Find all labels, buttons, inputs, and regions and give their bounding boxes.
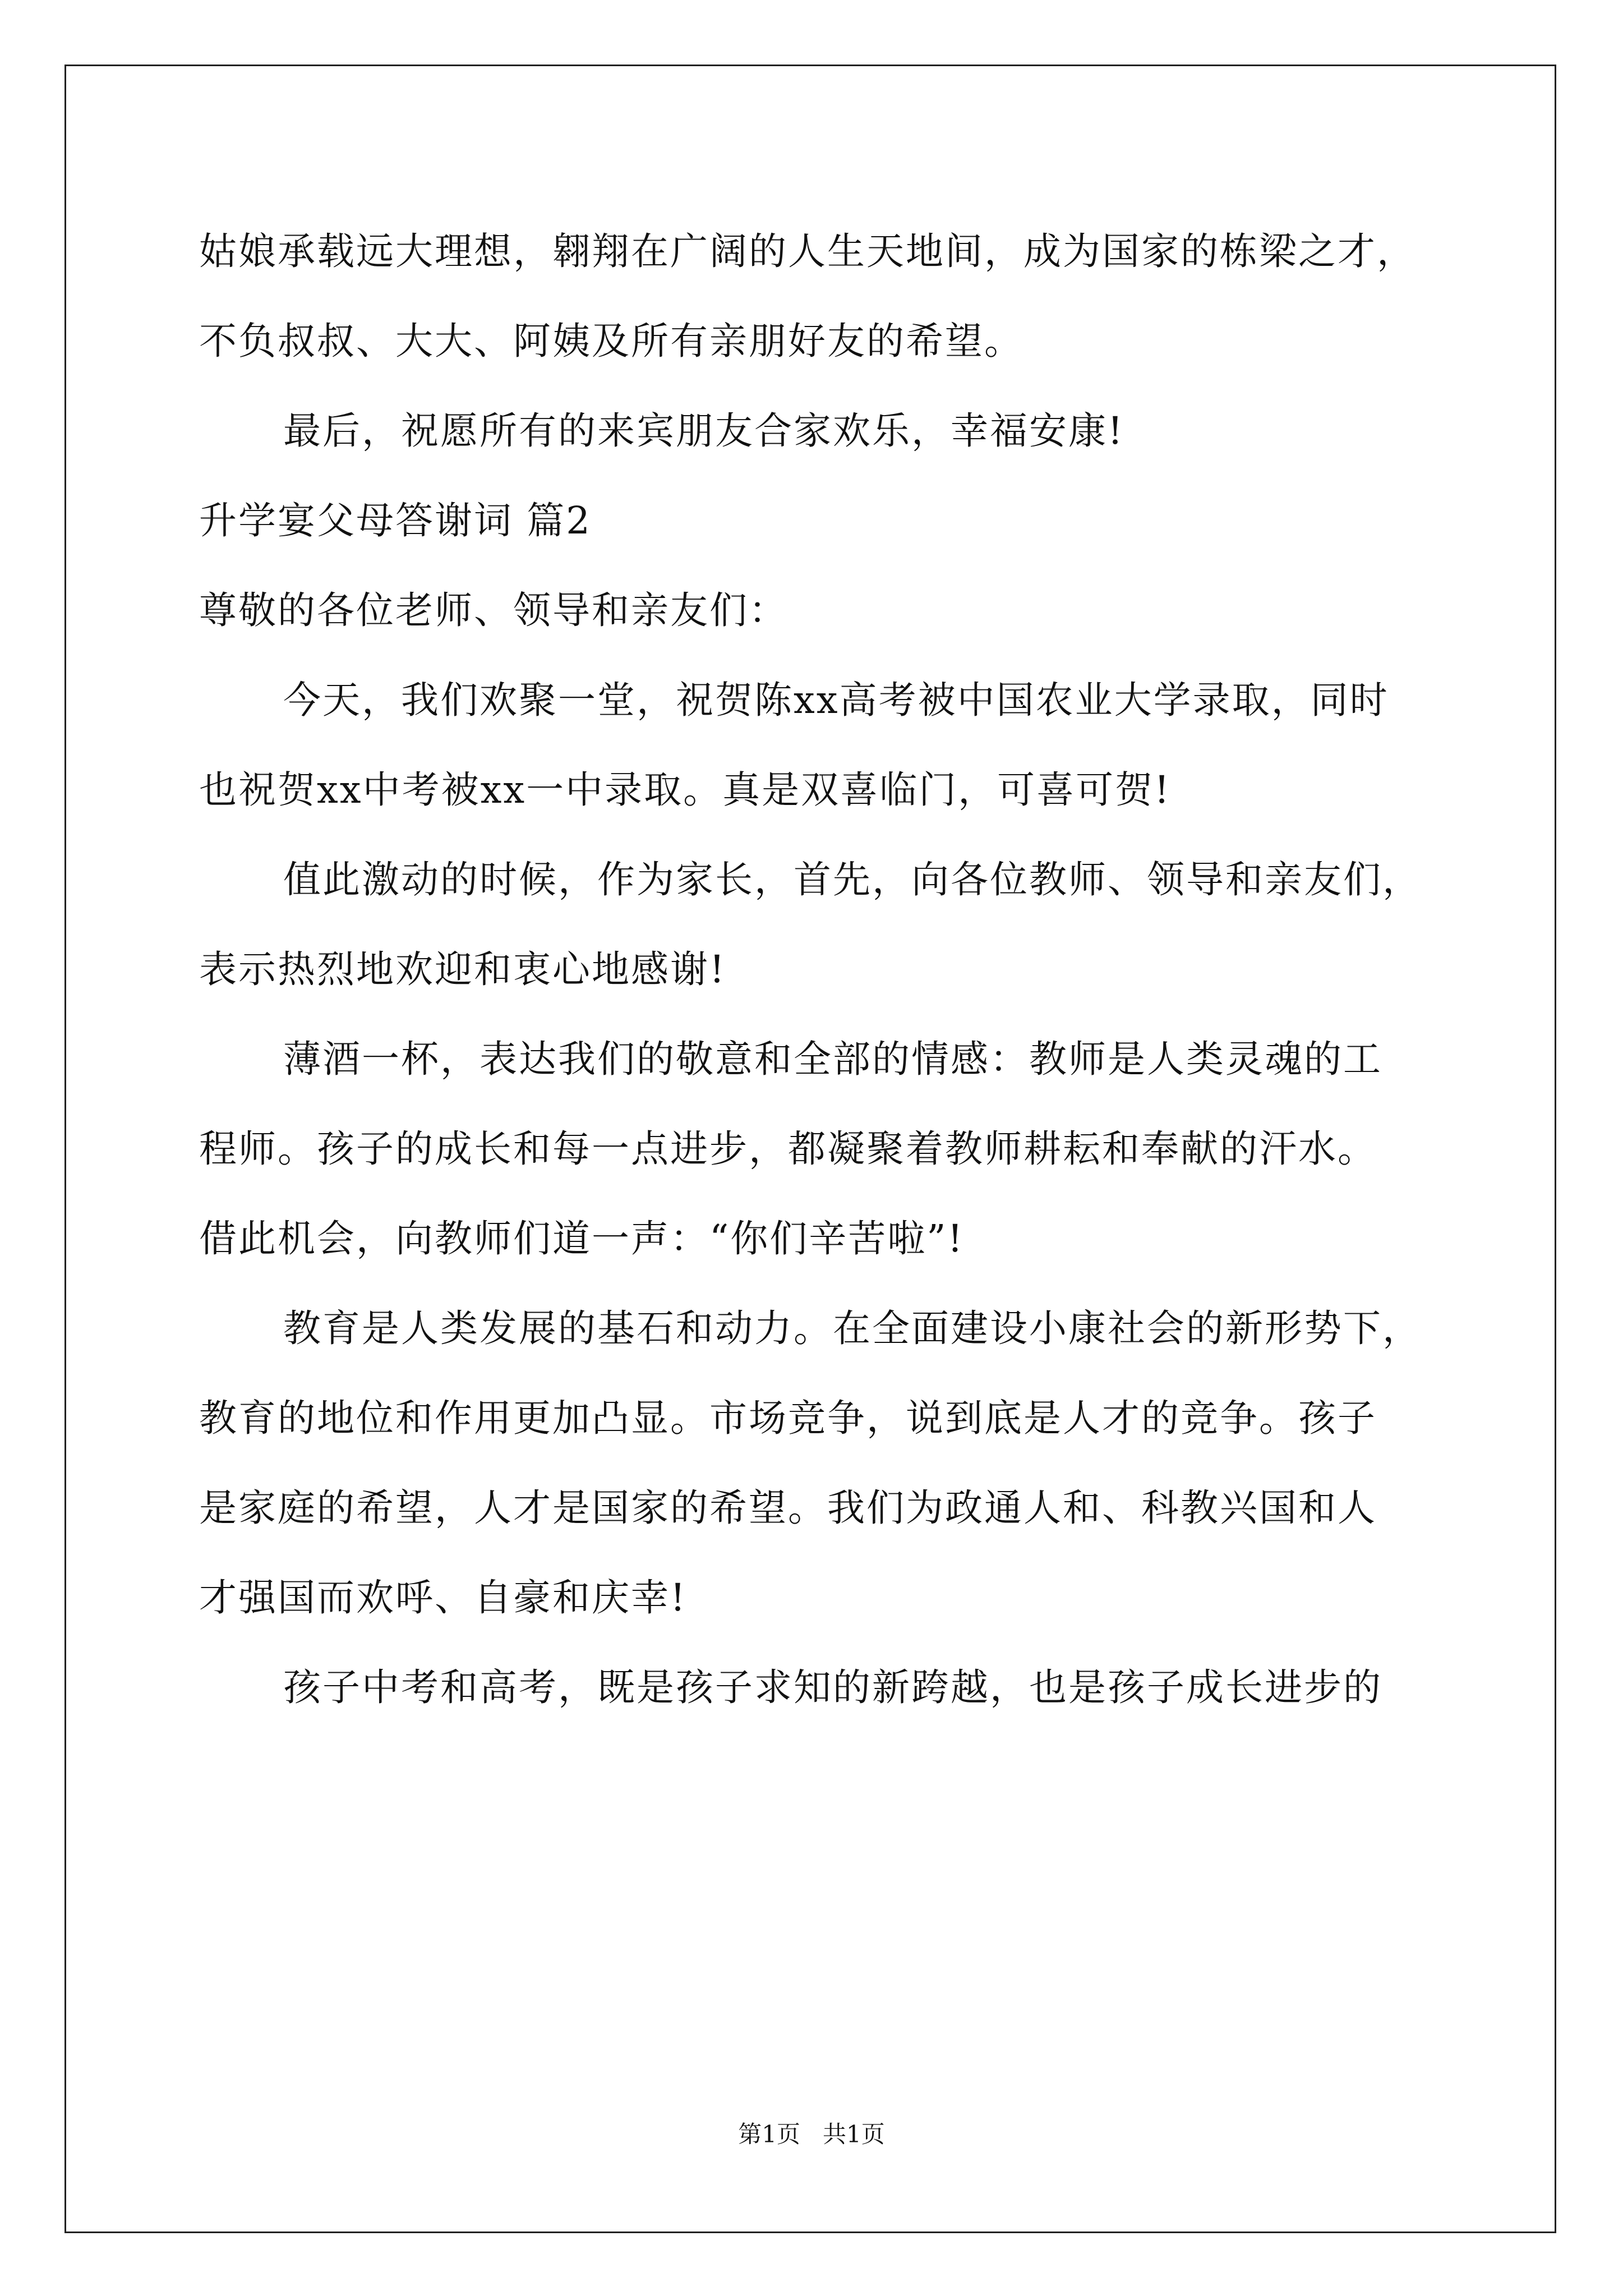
salutation: 尊敬的各位老师、领导和亲友们： — [199, 588, 788, 632]
paragraph-line: 孩子中考和高考，既是孩子求知的新跨越，也是孩子成长进步的 — [283, 1665, 1382, 1709]
paragraph-line: 表示热烈地欢迎和衷心地感谢! — [199, 947, 726, 991]
paragraph-line: 不负叔叔、大大、阿姨及所有亲朋好友的希望。 — [199, 319, 1023, 363]
paragraph-line: 是家庭的希望，人才是国家的希望。我们为政通人和、科教兴国和人 — [199, 1486, 1377, 1530]
paragraph-line: 最后，祝愿所有的来宾朋友合家欢乐，幸福安康! — [283, 409, 1124, 453]
page-footer — [0, 2118, 1623, 2151]
paragraph-line: 教育是人类发展的基石和动力。在全面建设小康社会的新形势下， — [283, 1306, 1422, 1350]
paragraph-line: 借此机会，向教师们道一声：“你们辛苦啦”! — [199, 1217, 965, 1260]
document-body — [199, 206, 1433, 1732]
paragraph-line: 姑娘承载远大理想，翱翔在广阔的人生天地间，成为国家的栋梁之才， — [199, 229, 1416, 273]
paragraph-line: 值此激动的时候，作为家长，首先，向各位教师、领导和亲友们， — [283, 858, 1422, 901]
paragraph-line: 今天，我们欢聚一堂，祝贺陈xx高考被中国农业大学录取，同时 — [283, 678, 1389, 722]
page-number-current: 第1页 — [738, 2120, 800, 2148]
paragraph-line: 教育的地位和作用更加凸显。市场竞争，说到底是人才的竞争。孩子 — [199, 1396, 1377, 1440]
section-heading: 升学宴父母答谢词 篇2 — [199, 499, 592, 542]
paragraph-line: 程师。孩子的成长和每一点进步，都凝聚着教师耕耘和奉献的汗水。 — [199, 1127, 1377, 1171]
paragraph-line: 薄酒一杯，表达我们的敬意和全部的情感：教师是人类灵魂的工 — [283, 1037, 1382, 1081]
paragraph-line: 也祝贺xx中考被xx一中录取。真是双喜临门，可喜可贺! — [199, 768, 1172, 812]
page-number-total: 共1页 — [823, 2120, 885, 2148]
paragraph-line: 才强国而欢呼、自豪和庆幸! — [199, 1576, 687, 1619]
